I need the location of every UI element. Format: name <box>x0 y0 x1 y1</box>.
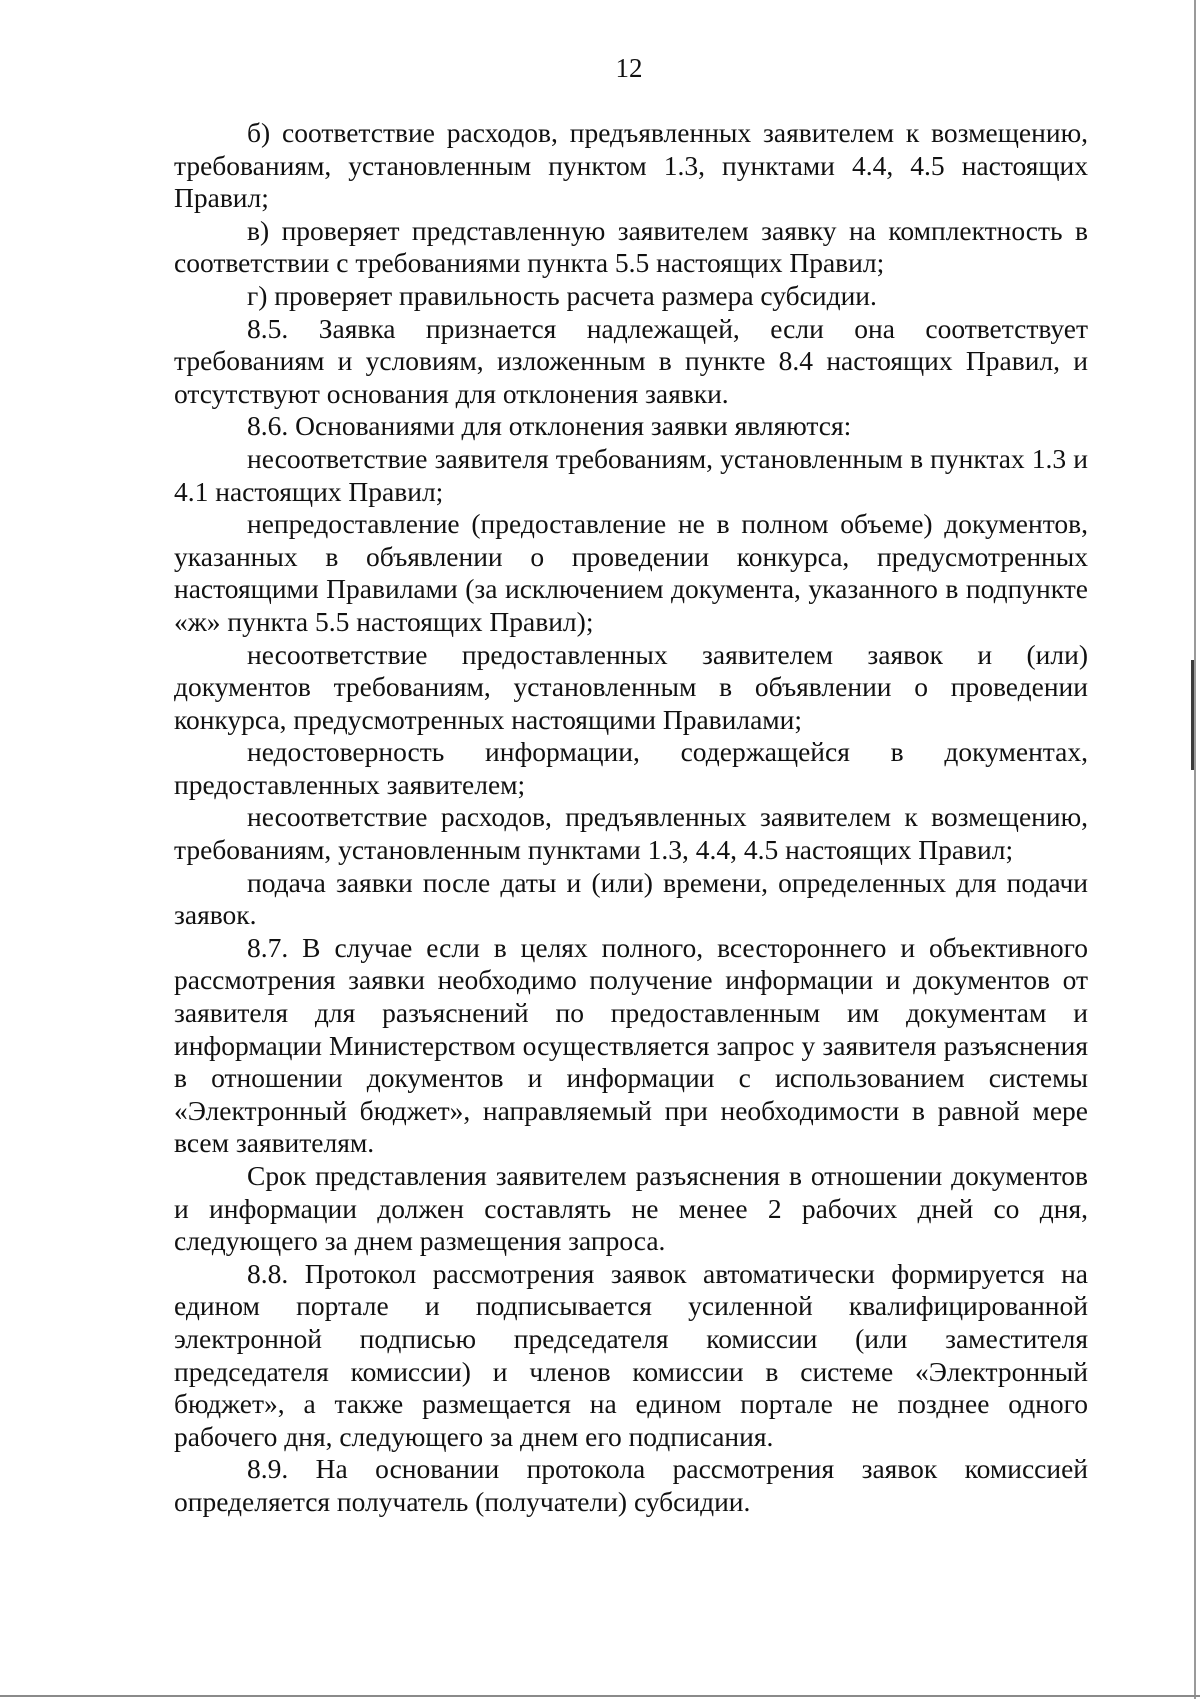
rejection-ground-applicant-noncompliance: несоответствие заявителя требованиям, установленным в пунктах 1.3 и 4.1 настоящих Правил; <box>174 442 1088 507</box>
paragraph-8-5: 8.5. Заявка признается надлежащей, если она соответствует требованиям и условиям, изложенным в пункте 8.4 настоящих Правил, и отсутствуют основания для отклонения заявки. <box>174 312 1088 409</box>
scan-edge-mark <box>1191 660 1194 770</box>
paragraph-b-expense-compliance: б) соответствие расходов, предъявленных заявителем к возмещению, требованиям, установленным пунктом 1.3, пунктами 4.4, 4.5 настоящих Правил; <box>174 117 1088 214</box>
scan-edge-bottom <box>0 1695 1200 1697</box>
paragraph-8-6: 8.6. Основаниями для отклонения заявки являются: <box>247 410 852 442</box>
page-number: 12 <box>615 53 643 83</box>
paragraph-8-7: 8.7. В случае если в целях полного, всестороннего и объективного рассмотрения заявки необходимо получение информации и документов от заявителя для разъяснений по предоставленным им документам и информации Министерством осуществляется запрос у заявителя разъяснения в отношении документов и информации с использованием системы «Электронный бюджет», направляемый при необходимости в равной мере всем заявителям. <box>174 931 1088 1159</box>
rejection-ground-document-noncompliance: несоответствие предоставленных заявителем заявок и (или) документов требованиям, установленным в объявлении о проведении конкурса, предусмотренных настоящими Правилами; <box>174 638 1088 735</box>
paragraph-clarification-deadline: Срок представления заявителем разъяснения в отношении документов и информации должен составлять не менее 2 рабочих дней со дня, следующего за днем размещения запроса. <box>174 1160 1088 1257</box>
rejection-ground-false-information: недостоверность информации, содержащейся в документах, предоставленных заявителем; <box>174 736 1088 800</box>
paragraph-v-completeness-check: в) проверяет представленную заявителем заявку на комплектность в соответствии с требованиями пункта 5.5 настоящих Правил; <box>174 214 1088 279</box>
document-body <box>174 117 1088 1519</box>
rejection-ground-missing-documents: непредоставление (предоставление не в полном объеме) документов, указанных в объявлении о проведении конкурса, предусмотренных настоящими Правилами (за исключением документа, указанного в подпункте «ж» пункта 5.5 настоящих Правил); <box>174 508 1088 637</box>
paragraph-8-9: 8.9. На основании протокола рассмотрения заявок комиссией определяется получатель (получатели) субсидии. <box>174 1453 1088 1517</box>
rejection-ground-late-submission: подача заявки после даты и (или) времени, определенных для подачи заявок. <box>174 866 1088 931</box>
paragraph-g-subsidy-calculation: г) проверяет правильность расчета размера субсидии. <box>247 279 877 311</box>
scan-edge-right <box>1194 0 1196 1699</box>
rejection-ground-expense-noncompliance: несоответствие расходов, предъявленных заявителем к возмещению, требованиям, установленным пунктами 1.3, 4.4, 4.5 настоящих Правил; <box>174 801 1088 866</box>
paragraph-8-8: 8.8. Протокол рассмотрения заявок автоматически формируется на едином портале и подписывается усиленной квалифицированной электронной подписью председателя комиссии (или заместителя председателя комиссии) и членов комиссии в системе «Электронный бюджет», а также размещается на едином портале не позднее одного рабочего дня, следующего за днем его подписания. <box>174 1257 1088 1452</box>
